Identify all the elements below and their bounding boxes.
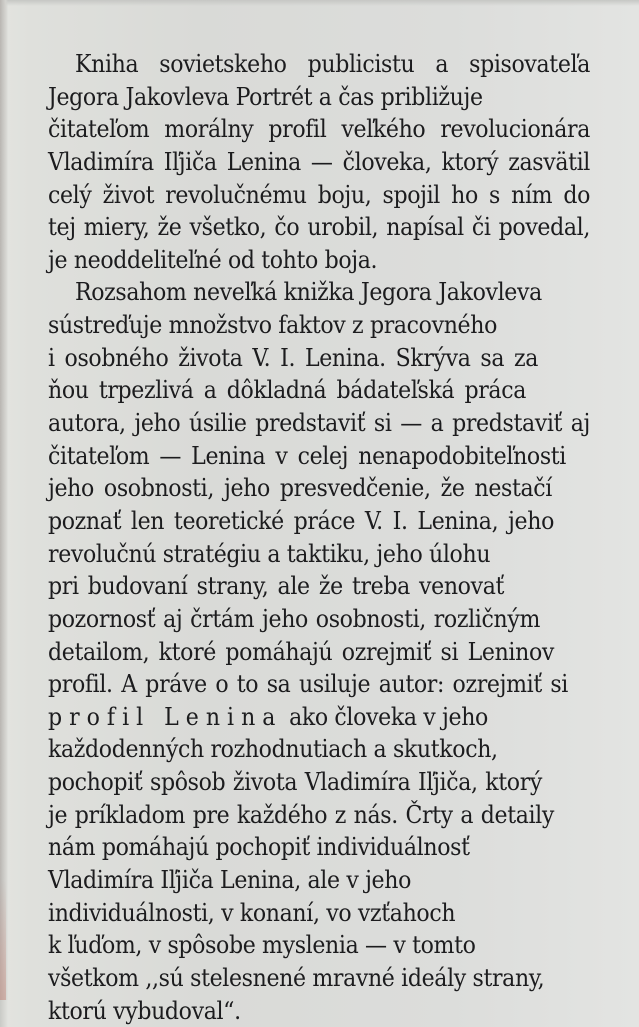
text-line: Rozsahom neveľká knižka Jegora Jakovleva <box>75 277 542 307</box>
text-line: Jegora Jakovleva Portrét a čas približuje <box>48 81 483 111</box>
text-line: čitateľom morálny profil veľkého revolucionára <box>48 114 590 144</box>
text-line: jeho osobnosti, jeho presvedčenie, že nestačí <box>48 473 552 503</box>
text-line: sústreďuje množstvo faktov z pracovného <box>48 310 498 340</box>
text-line: individuálnosti, v konaní, vo vzťahoch <box>48 897 456 927</box>
text-line: je neoddeliteľné od tohto boja. <box>48 244 378 274</box>
text-line: nám pomáhajú pochopiť individuálnosť <box>48 832 470 862</box>
text-line: Vladimíra Iľjiča Lenina — človeka, ktorý zasvätil <box>48 146 590 176</box>
text-line: profil. A práve o to sa usiluje autor: ozrejmiť si <box>48 669 568 699</box>
text-line: detailom, ktoré pomáhajú ozrejmiť si Leninov <box>48 636 554 666</box>
text-line: k ľuďom, v spôsobe myslenia — v tomto <box>48 930 476 960</box>
page-binding-edge <box>0 0 8 1000</box>
text-line: čitateľom — Lenina v celej nenapodobiteľnosti <box>48 440 566 470</box>
text-line-emphasis <box>48 701 590 734</box>
emphasized-text: profil Lenina <box>48 701 283 731</box>
text-line: i osobného života V. I. Lenina. Skrýva sa za <box>48 342 538 372</box>
text-line: celý život revolučnému boju, spojil ho s ním do <box>48 179 590 209</box>
text-line: pri budovaní strany, ale že treba venovať <box>48 571 504 601</box>
body-text <box>48 48 590 1027</box>
text-line: Kniha sovietskeho publicistu a spisovateľa <box>75 49 590 78</box>
text-line: revolučnú stratégiu a taktiku, jeho úlohu <box>48 538 491 568</box>
text-line: každodenných rozhodnutiach a skutkoch, <box>48 734 498 764</box>
text-line: tej miery, že všetko, čo urobil, napísal či povedal, <box>48 212 590 242</box>
text-line: pochopiť spôsob života Vladimíra Iľjiča, ktorý <box>48 767 542 797</box>
text-line: poznať len teoretické práce V. I. Lenina, jeho <box>48 505 554 535</box>
paragraph-2 <box>48 276 590 1027</box>
text-line: pozornosť aj črtám jeho osobnosti, rozličným <box>48 603 540 633</box>
text-line: Vladimíra Iľjiča Lenina, ale v jeho <box>48 865 412 895</box>
page-edge-tint <box>0 880 6 1000</box>
page-top-shadow <box>0 0 639 6</box>
text-line: ktorú vybudoval“. <box>48 995 241 1025</box>
text-line: všetkom ,,sú stelesnené mravné ideály strany, <box>48 962 545 992</box>
text-line: autora, jeho úsilie predstaviť si — a predstaviť aj <box>48 408 590 438</box>
text-line: je príkladom pre každého z nás. Črty a detaily <box>48 799 554 829</box>
paragraph-1 <box>48 48 590 276</box>
text-line: ňou trpezlivá a dôkladná bádateľská práca <box>48 375 526 405</box>
text-run: ako človeka v jeho <box>282 701 488 731</box>
